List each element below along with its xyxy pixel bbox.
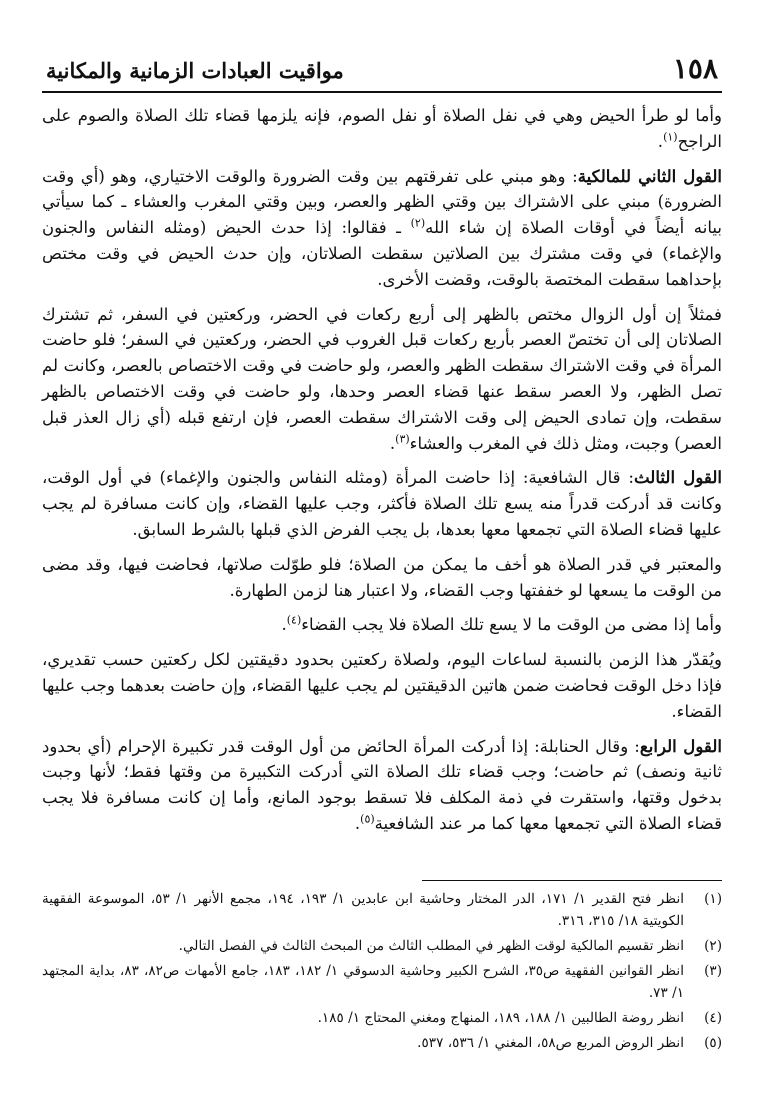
footnote [42,888,722,932]
footnote [42,1007,722,1029]
footnote-number: (٥) [704,1035,722,1051]
footnote [42,960,722,1004]
footnotes [42,888,722,1057]
running-title: مواقيت العبادات الزمانية والمكانية [46,58,344,83]
footnote-text: انظر القوانين الفقهية ص٣٥، الشرح الكبير وحاشية الدسوقي ١/ ١٨٢، ١٨٣، جامع الأمهات ص٨٢، ٨٣، بداية المجتهد ١/ ٧٣. [42,963,684,1001]
paragraph: وأما إذا مضى من الوقت ما لا يسع تلك الصلاة فلا يجب القضاء$^{(٤)}$. [281,613,722,635]
paragraph: ويُقدّر هذا الزمن بالنسبة لساعات اليوم، ولصلاة ركعتين بحدود دقيقتين لكل ركعتين حسب تقديري، فإذا دخل الوقت فحاضت ضمن هاتين الدقيقتين لم يجب عليها القضاء، وإن حاضت بعدهما وجب عليها القضاء. [41,650,722,721]
page-header [42,52,722,93]
footnote-text: انظر الروض المربع ص٥٨، المغني ١/ ٥٣٦، ٥٣٧. [417,1035,684,1051]
page-number: ١٥٨ [672,52,718,85]
paragraph: القول الرابع: وقال الحنابلة: إذا أدركت المرأة الحائض من أول الوقت قدر تكبيرة الإحرام (أي بحدود ثانية ونصف) ثم حاضت؛ وجب قضاء تلك الصلاة التي أدركت التكبيرة من وقتها فقط؛ لأنها وجبت بدخول وقتها، واستقرت في ذمة المكلف فلا تسقط بوجود المانع، وأما إن كانت مسافرة فلا يجب قضاء الصلاة التي تجمعها معها كما مر عند الشافعية$^{(٥)}$. [42,735,722,833]
footnote-number: (٢) [704,938,722,954]
footnote-ref[interactable]: (٣) [395,432,410,446]
paragraph: القول الثالث: قال الشافعية: إذا حاضت المرأة (ومثله النفاس والجنون والإغماء) في أول الوقت، وكانت قد أدركت قدراً منه يسع تلك الصلاة فأكثر، وجب عليها القضاء، وإن كانت مسافرة لم يجب عليها قضاء الصلاة التي تجمعها معها بعدها، بل يجب الفرض الذي قبلها بالشرط السابق. [42,467,722,539]
paragraph: والمعتبر في قدر الصلاة هو أخف ما يمكن من الصلاة؛ فلو طوّلت صلاتها، فحاضت فيها، وقد مضى من الوقت ما يسعها لو خففتها وجب القضاء، ولا اعتبار هنا لزمن الطهارة. [42,554,722,600]
paragraph: وأما لو طرأ الحيض وهي في نفل الصلاة أو نفل الصوم، فإنه يلزمها قضاء تلك الصلاة والصوم على الراجح$^{(١)}$. [42,106,722,151]
footnote-ref[interactable]: (٢) [410,216,426,230]
footnote-text: انظر فتح القدير ١/ ١٧١، الدر المختار وحاشية ابن عابدين ١/ ١٩٣، ١٩٤، مجمع الأنهر ١/ ٥٣، الموسوعة الفقهية الكويتية ١٨/ ٣١٥، ٣١٦. [42,891,685,929]
footnote-number: (٣) [704,963,722,979]
footnote [42,935,722,957]
footnote-ref[interactable]: (٤) [286,613,302,627]
footnote-number: (٤) [704,1010,722,1026]
footnote-text: انظر تقسيم المالكية لوقت الظهر في المطلب الثالث من المبحث الثالث في الفصل التالي. [178,938,684,954]
footnote-text: انظر روضة الطالبين ١/ ١٨٨، ١٨٩، المنهاج ومغني المحتاج ١/ ١٨٥. [317,1010,684,1026]
paragraph: القول الثاني للمالكية: وهو مبني على تفرقتهم بين وقت الضرورة والوقت الاختياري، وهو (أي وقت الضرورة) مبني على الاشتراك بين وقتي الظهر والعصر، وبين وقتي المغرب والعشاء ـ كما سيأتي بيانه أيضاً في أوقات الصلاة إن شاء الله$^{(٢)}$ ـ فقالوا: إذا حدث الحيض (ومثله النفاس والجنون والإغماء) في وقت مشترك بين الصلاتين سقطت الصلاتان، وإن حدث الحيض في وقت مختص بإحداهما سقطت المختصة بالوقت، وقضت الأخرى. [42,165,722,289]
section-lead: القول الثالث [633,467,722,488]
paragraph: فمثلاً إن أول الزوال مختص بالظهر إلى أربع ركعات في الحضر، وركعتين في السفر، ثم تشترك الصلاتان إلى أن تختصّ العصر بأربع ركعات قبل الغروب في الحضر، وركعتين في السفر؛ فلو حاضت المرأة في وقت الاشتراك سقطت الظهر والعصر، ولو حاضت في وقت الاختصاص بالعصر، وكانت لم تصل الظهر، ولا العصر سقط عنها قضاء العصر وحدها، ولو حاضت في وقت الاختصاص بالظهر سقطت، وإن تمادى الحيض إلى وقت الاشتراك سقطت العصر، فإن ارتفع قبله (أي زال العذر قبل العصر) وجبت، ومثل ذلك في المغرب والعشاء$^{(٣)}$. [42,304,722,453]
footnote-divider [422,880,722,881]
body-text [42,103,722,837]
section-lead: القول الثاني للمالكية [577,165,722,186]
footnote-number: (١) [704,891,722,907]
footnote [42,1032,722,1054]
footnote-ref[interactable]: (٥) [360,812,375,826]
section-lead: القول الرابع [639,735,722,756]
footnote-ref[interactable]: (١) [663,130,678,144]
